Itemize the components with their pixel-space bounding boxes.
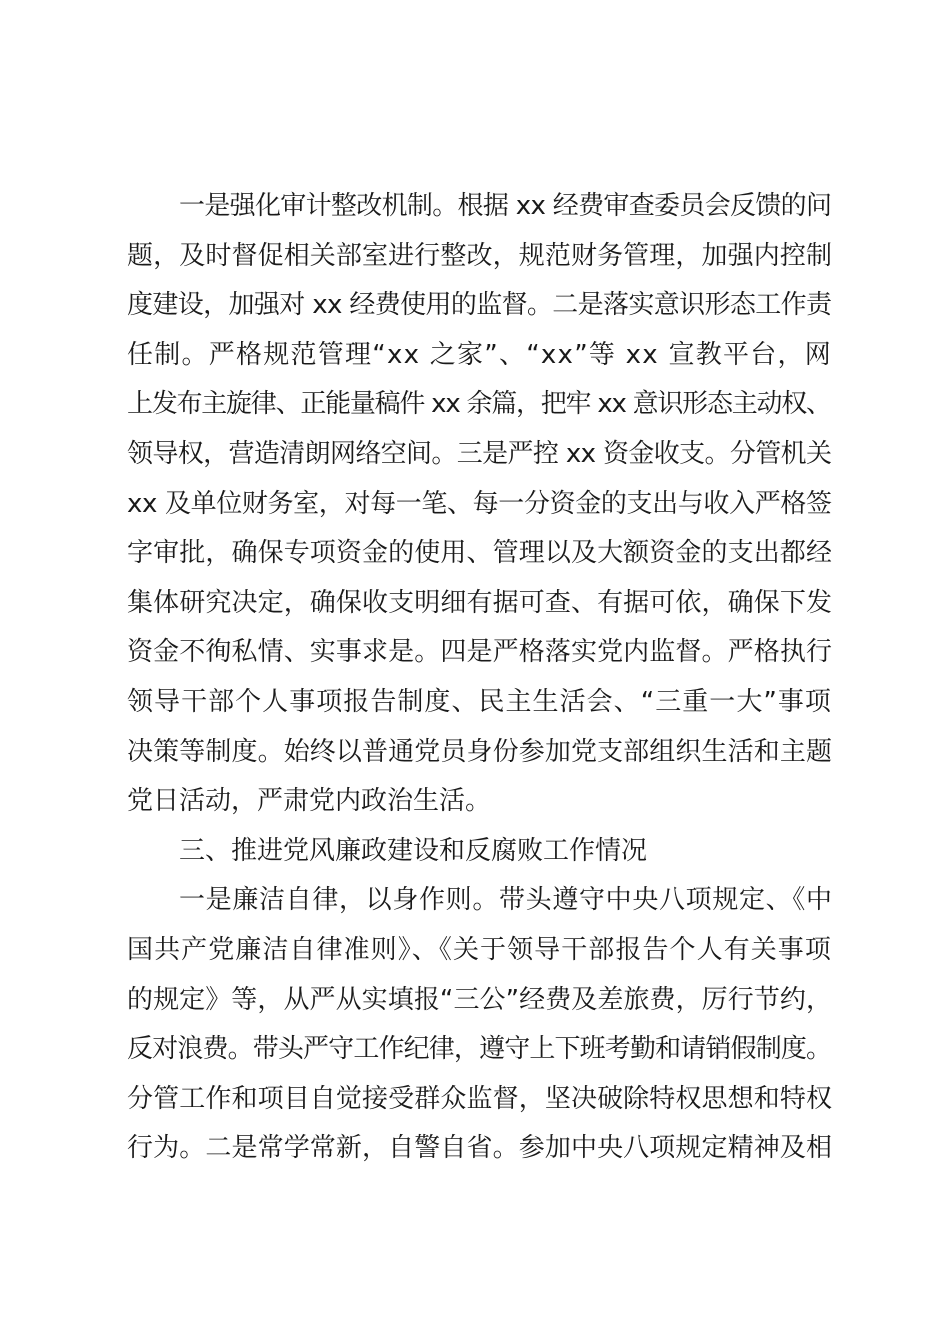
line-text: 国共产党廉洁自律准则》、《关于领导干部报告个人有关事项 — [127, 934, 832, 965]
line-text: 一是廉洁自律，以身作则。带头遵守中央八项规定、《中 — [179, 885, 833, 916]
line-text: 集体研究决定，确保收支明细有据可查、有据可依，确保下发 — [127, 587, 833, 618]
line-text: 字审批，确保专项资金的使用、管理以及大额资金的支出都经 — [127, 538, 833, 569]
line-text: 一是强化审计整改机制。根据 xx 经费审查委员会反馈的问 — [179, 191, 832, 221]
line-text: 的规定》等，从严从实填报“三公”经费及差旅费，厉行节约， — [127, 984, 833, 1015]
paragraph-line — [127, 480, 832, 530]
line-text: 题，及时督促相关部室进行整改，规范财务管理，加强内控制 — [127, 240, 833, 271]
paragraph-line — [127, 579, 832, 629]
line-text: 行为。二是常学常新，自警自省。参加中央八项规定精神及相 — [127, 1133, 833, 1164]
paragraph-line — [127, 331, 832, 381]
line-text: 领导干部个人事项报告制度、民主生活会、“三重一大”事项 — [127, 686, 832, 717]
paragraph-line — [127, 926, 832, 976]
line-text: 任制。严格规范管理“xx 之家”、“xx”等 xx 宣教平台，网 — [127, 339, 832, 370]
section-heading — [127, 827, 832, 877]
paragraph-line — [127, 182, 832, 232]
paragraph-line — [127, 1124, 832, 1174]
paragraph-line — [127, 876, 832, 926]
body-text — [127, 182, 832, 1174]
line-text: 资金不徇私情、实事求是。四是严格落实党内监督。严格执行 — [127, 637, 833, 668]
paragraph-line — [127, 529, 832, 579]
paragraph-line — [127, 628, 832, 678]
paragraph-line — [127, 777, 832, 827]
line-text: 领导权，营造清朗网络空间。三是严控 xx 资金收支。分管机关 — [127, 438, 832, 469]
line-text: 决策等制度。始终以普通党员身份参加党支部组织生活和主题 — [127, 736, 833, 767]
line-text: 反对浪费。带头严守工作纪律，遵守上下班考勤和请销假制度。 — [127, 1034, 832, 1065]
paragraph-line — [127, 1025, 832, 1075]
paragraph-line — [127, 976, 832, 1026]
line-text: xx 及单位财务室，对每一笔、每一分资金的支出与收入严格签 — [127, 488, 832, 519]
paragraph-line — [127, 232, 832, 282]
paragraph-line — [127, 430, 832, 480]
line-text: 分管工作和项目自觉接受群众监督，坚决破除特权思想和特权 — [127, 1083, 833, 1114]
line-text: 上发布主旋律、正能量稿件 xx 余篇，把牢 xx 意识形态主动权、 — [127, 389, 831, 420]
line-text: 党日活动，严肃党内政治生活。 — [127, 786, 492, 817]
paragraph-line — [127, 380, 832, 430]
paragraph-line — [127, 1075, 832, 1125]
paragraph-line — [127, 728, 832, 778]
section-heading-text: 三、推进党风廉政建设和反腐败工作情况 — [179, 835, 648, 866]
line-text: 度建设，加强对 xx 经费使用的监督。二是落实意识形态工作责 — [127, 290, 832, 321]
paragraph-line — [127, 281, 832, 331]
paragraph-line — [127, 678, 832, 728]
